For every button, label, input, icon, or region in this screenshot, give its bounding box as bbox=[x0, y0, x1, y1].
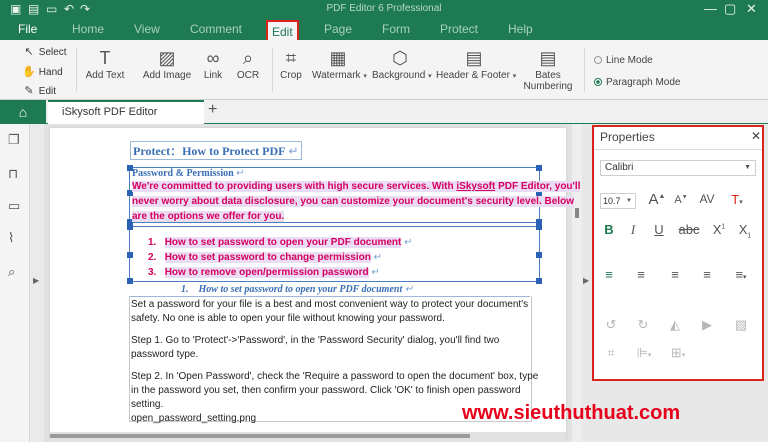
font-value: Calibri bbox=[605, 162, 634, 173]
font-size-select[interactable] bbox=[600, 193, 636, 209]
image-icon: ▨ bbox=[158, 48, 176, 68]
flip-vertical-icon[interactable]: ◭ bbox=[670, 317, 680, 332]
minimize-icon[interactable]: — bbox=[704, 1, 717, 16]
resize-handle[interactable] bbox=[127, 224, 133, 230]
link-button[interactable] bbox=[200, 46, 226, 81]
properties-title: Properties bbox=[600, 130, 655, 144]
background-label: Background ▾ bbox=[372, 70, 432, 81]
ocr-label: OCR bbox=[236, 70, 260, 81]
select-label: Select bbox=[38, 47, 67, 58]
search-icon[interactable]: ⌕ bbox=[8, 264, 16, 279]
save-icon[interactable]: ▤ bbox=[28, 2, 40, 16]
numbering-label: Numbering bbox=[523, 81, 573, 92]
replace-image-icon[interactable]: ▨ bbox=[734, 317, 748, 332]
add-image-button[interactable] bbox=[142, 46, 192, 81]
list-item: 1. How to set password to open your PDF document ↵ bbox=[148, 237, 413, 248]
body-line: Set a password for your file is a best and most convenient way to protect your document's bbox=[131, 299, 529, 310]
rotate-left-icon[interactable]: ↺ bbox=[605, 317, 617, 332]
chevron-down-icon: ▼ bbox=[626, 198, 632, 204]
divider bbox=[584, 48, 585, 92]
background-icon: ⬡ bbox=[392, 48, 408, 68]
tab-page[interactable]: Page bbox=[324, 22, 353, 36]
hand-label: Hand bbox=[38, 67, 63, 78]
tab-help[interactable]: Help bbox=[508, 22, 533, 36]
align-center-icon[interactable]: ≡ bbox=[637, 267, 645, 282]
distribute-objects-icon[interactable]: ⊞▾ bbox=[670, 345, 686, 360]
close-icon[interactable]: ✕ bbox=[751, 129, 762, 143]
title-bar bbox=[0, 0, 768, 20]
tab-edit[interactable]: Edit bbox=[266, 20, 299, 40]
add-text-button[interactable] bbox=[84, 46, 126, 81]
body-line: Step 2. In 'Open Password', check the 'Require a password to open the document' box, type bbox=[131, 371, 539, 382]
ribbon-toolbar bbox=[0, 40, 768, 100]
bates-label: Bates bbox=[535, 70, 561, 81]
radio-on-icon bbox=[594, 78, 602, 86]
app-logo-icon: ▣ bbox=[10, 2, 22, 16]
resize-handle[interactable] bbox=[536, 224, 542, 230]
chevron-down-icon: ▼ bbox=[744, 164, 751, 171]
document-title[interactable]: Protect：How to Protect PDF ↵ bbox=[130, 141, 302, 160]
link-label: Link bbox=[203, 70, 223, 81]
line-spacing-icon[interactable]: ≡▾ bbox=[735, 267, 747, 282]
edit-label: Edit bbox=[38, 86, 57, 97]
document-tab-bar bbox=[0, 100, 768, 124]
ocr-icon: ⌕ bbox=[242, 48, 254, 68]
resize-handle[interactable] bbox=[536, 165, 542, 171]
list-item: 3. How to remove open/permission password ↵ bbox=[148, 267, 380, 278]
bold-icon[interactable]: B bbox=[604, 222, 614, 237]
document-tab-label: iSkysoft PDF Editor bbox=[62, 106, 158, 118]
left-sidebar bbox=[0, 124, 30, 442]
align-objects-icon[interactable]: ⊫▾ bbox=[636, 345, 652, 360]
watermark-button[interactable] bbox=[312, 46, 367, 81]
open-icon[interactable]: ▭ bbox=[46, 2, 58, 16]
rotate-right-icon[interactable]: ↻ bbox=[637, 317, 649, 332]
background-button[interactable] bbox=[372, 46, 432, 81]
cursor-icon: ↖ bbox=[24, 46, 34, 58]
italic-icon[interactable]: I bbox=[630, 222, 636, 237]
comment-icon[interactable]: ▭ bbox=[8, 198, 21, 213]
close-icon[interactable]: ✕ bbox=[746, 1, 757, 16]
font-color-icon[interactable]: T▾ bbox=[731, 192, 743, 207]
justify-icon[interactable]: ≡ bbox=[703, 267, 711, 282]
menu-bar bbox=[0, 20, 768, 40]
add-text-label: Add Text bbox=[85, 70, 125, 81]
divider bbox=[76, 48, 77, 92]
maximize-icon[interactable]: ▢ bbox=[724, 1, 737, 16]
section-heading: Password & Permission ↵ bbox=[132, 168, 245, 179]
tab-file[interactable]: File bbox=[18, 22, 38, 36]
radio-off-icon bbox=[594, 56, 602, 64]
body-line: Step 1. Go to 'Protect'->'Password', in the 'Password Security' dialog, you'll find two bbox=[131, 335, 500, 346]
header-footer-button[interactable] bbox=[436, 46, 517, 81]
redo-icon[interactable]: ↷ bbox=[80, 2, 91, 16]
bates-numbering-icon: ▤ bbox=[539, 48, 557, 68]
resize-handle[interactable] bbox=[127, 278, 133, 284]
crop-button[interactable] bbox=[278, 46, 304, 81]
pages-icon[interactable]: ❐ bbox=[8, 132, 20, 147]
undo-icon[interactable]: ↶ bbox=[64, 2, 75, 16]
body-line: in the password you set, then confirm your password. Click 'OK' to finish open password bbox=[131, 385, 521, 396]
sidebar-toggle[interactable] bbox=[30, 124, 44, 442]
line-mode-radio[interactable] bbox=[594, 55, 653, 66]
superscript-icon[interactable]: $X^1$ bbox=[712, 222, 726, 237]
divider bbox=[272, 48, 273, 92]
hand-mode-button[interactable] bbox=[22, 65, 63, 78]
hand-icon: ✋ bbox=[22, 66, 36, 78]
expand-arrow-icon: ▶ bbox=[33, 276, 40, 285]
document-tab[interactable] bbox=[48, 100, 204, 124]
crop-image-icon[interactable]: ⌗ bbox=[607, 345, 615, 360]
website-watermark: www.sieuthuthuat.com bbox=[462, 402, 681, 424]
add-text-icon: T bbox=[99, 48, 111, 68]
resize-handle[interactable] bbox=[127, 252, 133, 258]
line-mode-label: Line Mode bbox=[606, 55, 653, 66]
paragraph-mode-radio[interactable] bbox=[594, 77, 681, 88]
attachment-icon[interactable]: ⌇ bbox=[8, 230, 15, 245]
header-footer-icon: ▤ bbox=[465, 48, 483, 68]
flip-horizontal-icon[interactable]: ▶ bbox=[702, 317, 712, 332]
paragraph-line: are the options we offer for you. bbox=[132, 211, 285, 222]
body-line: safety. No one is able to open your file without knowing your password. bbox=[131, 313, 445, 324]
tab-form[interactable]: Form bbox=[382, 22, 410, 36]
scroll-thumb[interactable] bbox=[50, 434, 470, 438]
crop-icon: ⌗ bbox=[285, 48, 297, 68]
list-item: 2. How to set password to change permission ↵ bbox=[148, 252, 383, 263]
character-spacing-icon[interactable]: AV bbox=[699, 192, 715, 206]
edit-mode-button[interactable] bbox=[22, 84, 56, 97]
tab-home[interactable]: Home bbox=[72, 22, 105, 36]
watermark-icon: ▦ bbox=[329, 48, 347, 68]
subheading[interactable]: 1. How to set password to open your PDF document ↵ bbox=[181, 284, 414, 295]
decrease-font-icon[interactable]: A▼ bbox=[674, 194, 688, 206]
collapse-arrow-icon[interactable]: ▶ bbox=[583, 276, 590, 285]
strikethrough-icon[interactable]: abc bbox=[678, 222, 700, 237]
tab-view[interactable]: View bbox=[134, 22, 160, 36]
vertical-scrollbar[interactable] bbox=[572, 124, 582, 442]
increase-font-icon[interactable]: A▲ bbox=[648, 191, 666, 208]
watermark-label: Watermark ▾ bbox=[312, 70, 367, 81]
divider bbox=[594, 149, 762, 150]
properties-panel bbox=[592, 125, 764, 381]
subscript-icon[interactable]: $X_1$ bbox=[738, 222, 752, 240]
header-footer-label: Header & Footer ▾ bbox=[436, 70, 517, 81]
ocr-button[interactable] bbox=[234, 46, 262, 81]
crop-label: Crop bbox=[280, 70, 302, 81]
align-left-icon[interactable]: ≡ bbox=[605, 267, 613, 282]
size-value: 10.7 bbox=[603, 196, 621, 206]
add-tab-icon[interactable]: + bbox=[208, 101, 218, 118]
body-line: open_password_setting.png bbox=[131, 413, 257, 424]
add-image-label: Add Image bbox=[142, 70, 192, 81]
edit-icon: ✎ bbox=[24, 85, 34, 97]
resize-handle[interactable] bbox=[536, 252, 542, 258]
home-icon[interactable]: ⌂ bbox=[0, 100, 46, 124]
bates-numbering-button[interactable] bbox=[518, 46, 578, 92]
paragraph-mode-label: Paragraph Mode bbox=[606, 77, 681, 88]
link-icon: ∞ bbox=[206, 48, 220, 68]
tab-protect[interactable]: Protect bbox=[440, 22, 479, 36]
underline-icon[interactable]: U bbox=[654, 222, 664, 237]
horizontal-scrollbar[interactable] bbox=[50, 432, 566, 440]
bookmark-icon[interactable]: ⊓ bbox=[8, 166, 19, 181]
paragraph-line: We're committed to providing users with high secure services. With iSkysoft PDF Editor, you'll bbox=[132, 181, 581, 192]
body-line: setting. bbox=[131, 399, 164, 410]
resize-handle[interactable] bbox=[536, 278, 542, 284]
tab-comment[interactable]: Comment bbox=[190, 22, 243, 36]
paragraph-line: never worry about data disclosure, you can customize your document's security level. Below bbox=[132, 196, 574, 207]
font-family-select[interactable] bbox=[600, 160, 756, 176]
scroll-thumb[interactable] bbox=[575, 208, 579, 218]
select-mode-button[interactable] bbox=[22, 45, 67, 58]
align-right-icon[interactable]: ≡ bbox=[671, 267, 679, 282]
window-title: PDF Editor 6 Professional bbox=[326, 3, 442, 14]
body-line: password type. bbox=[131, 349, 199, 360]
